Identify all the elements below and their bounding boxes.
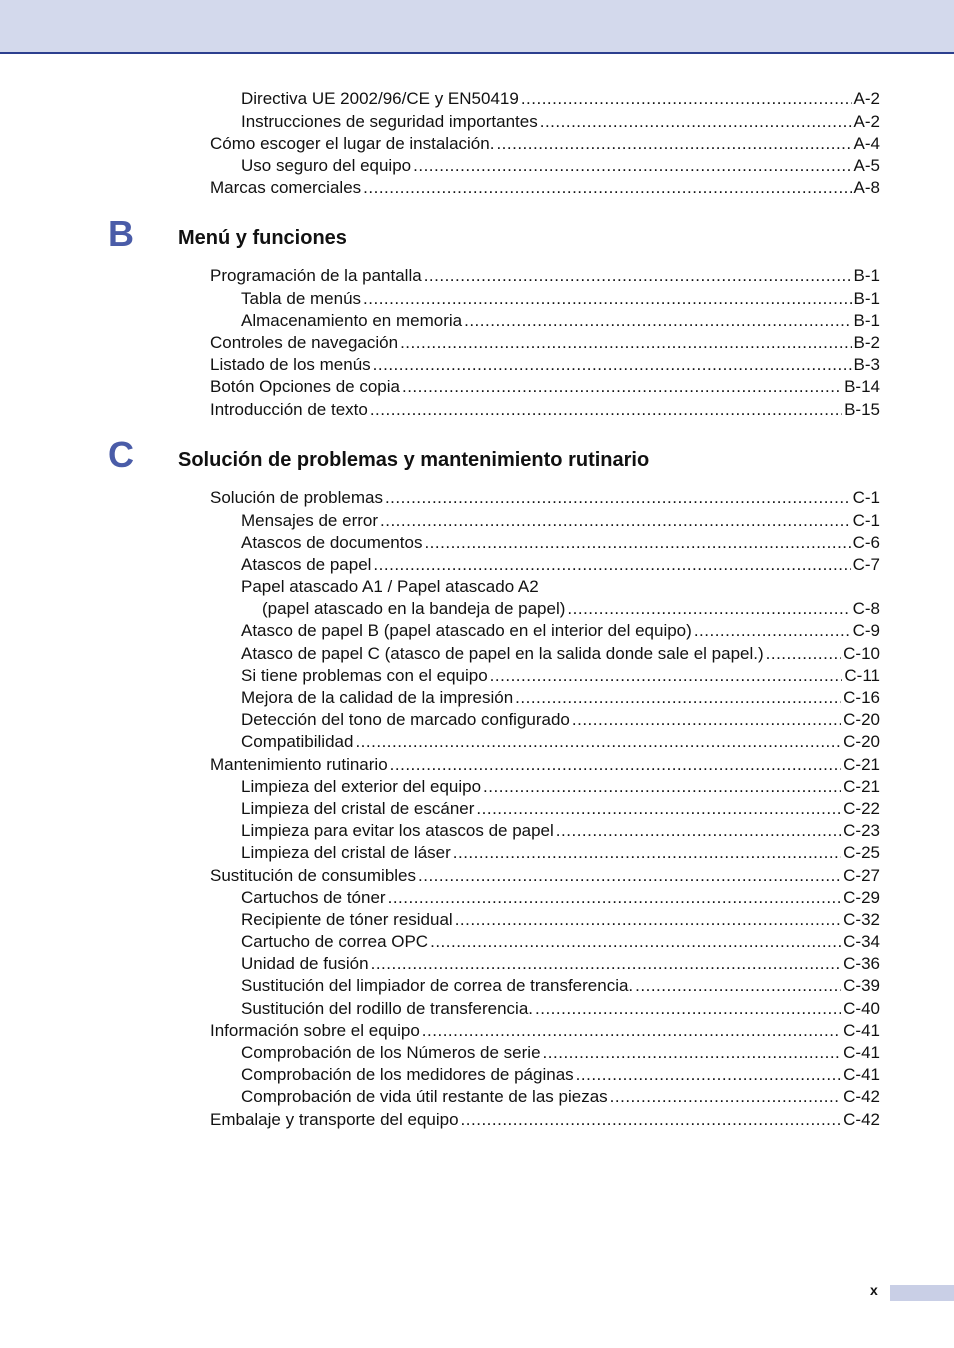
toc-entry-title: Recipiente de tóner residual — [241, 910, 453, 929]
toc-entry[interactable] — [241, 88, 880, 110]
toc-entry[interactable] — [210, 354, 880, 376]
leader-dots — [373, 554, 850, 576]
toc-entry-page: B-1 — [853, 311, 880, 330]
toc-entry-page: C-10 — [843, 644, 880, 663]
toc-entry[interactable] — [241, 288, 880, 310]
leader-dots — [380, 510, 851, 532]
toc-entry-page: A-4 — [853, 134, 880, 153]
toc-entry[interactable] — [241, 620, 880, 642]
toc-entry-title: Controles de navegación — [210, 333, 399, 352]
toc-entry-page: B-14 — [844, 377, 880, 396]
leader-dots — [576, 1064, 841, 1086]
toc-entry-title: Comprobación de los Números de serie — [241, 1043, 541, 1062]
toc-entry-title: Uso seguro del equipo — [241, 156, 412, 175]
toc-entry-page: C-21 — [843, 755, 880, 774]
leader-dots — [455, 909, 841, 931]
toc-entry[interactable] — [241, 975, 880, 997]
toc-entry-title: Limpieza del cristal de escáner — [241, 799, 475, 818]
toc-entry[interactable] — [210, 399, 880, 421]
toc-entry-title: Programación de la pantalla — [210, 266, 422, 285]
leader-dots — [610, 1086, 841, 1108]
toc-entry-title: Botón Opciones de copia — [210, 377, 400, 396]
toc-entry-page: C-16 — [843, 688, 880, 707]
toc-entry-title: Atascos de documentos — [241, 533, 423, 552]
header-band — [0, 0, 954, 54]
toc-entry-title: Cartuchos de tóner — [241, 888, 386, 907]
toc-entry-page: C-1 — [852, 488, 880, 507]
toc-entry-page: A-8 — [853, 178, 880, 197]
toc-entry[interactable] — [241, 1064, 880, 1086]
toc-entry[interactable] — [241, 643, 880, 665]
toc-entry-title: Atasco de papel B (papel atascado en el interior del equipo) — [241, 621, 692, 640]
leader-dots — [388, 887, 842, 909]
toc-entry[interactable] — [210, 177, 880, 199]
leader-dots — [635, 975, 841, 997]
toc-entry-title: Información sobre el equipo — [210, 1021, 420, 1040]
toc-entry-page: C-6 — [852, 533, 880, 552]
leader-dots — [430, 931, 841, 953]
toc-entry-title: Sustitución del rodillo de transferencia. — [241, 999, 533, 1018]
toc-entry-page: C-42 — [843, 1087, 880, 1106]
toc-entry-page: C-29 — [843, 888, 880, 907]
toc-entry[interactable] — [210, 376, 880, 398]
section-letter-c: C — [108, 434, 134, 475]
toc-entry-title: Compatibilidad — [241, 732, 354, 751]
toc-entry-title: Introducción de texto — [210, 400, 368, 419]
leader-dots — [567, 598, 850, 620]
leader-dots — [424, 265, 852, 287]
toc-entry-title: Si tiene problemas con el equipo — [241, 666, 488, 685]
leader-dots — [424, 532, 850, 554]
toc-entry-page: C-32 — [843, 910, 880, 929]
toc-entry-page: C-21 — [843, 777, 880, 796]
toc-entry[interactable] — [241, 842, 880, 864]
toc-entry[interactable] — [210, 1020, 880, 1042]
toc-entry-page: A-5 — [853, 156, 880, 175]
leader-dots — [371, 953, 842, 975]
leader-dots — [363, 288, 852, 310]
toc-entry-title: Cartucho de correa OPC — [241, 932, 429, 951]
toc-entry-page: C-7 — [852, 555, 880, 574]
toc-entry-page: C-41 — [843, 1021, 880, 1040]
toc-entry-page: C-20 — [843, 732, 880, 751]
toc-entry-title: Papel atascado A1 / Papel atascado A2 — [241, 577, 539, 596]
leader-dots — [390, 754, 841, 776]
toc-entry-title: Atasco de papel C (atasco de papel en la salida donde sale el papel.) — [241, 644, 764, 663]
toc-entry[interactable] — [241, 998, 880, 1020]
leader-dots — [515, 687, 841, 709]
toc-entry-page: C-40 — [843, 999, 880, 1018]
toc-entry-title: Mejora de la calidad de la impresión — [241, 688, 514, 707]
toc-entry[interactable] — [241, 111, 880, 133]
toc-entry-page: C-11 — [844, 666, 880, 685]
section-title-b: Menú y funciones — [178, 227, 347, 249]
page-number: x — [870, 1282, 878, 1298]
toc-entry-page: C-39 — [843, 976, 880, 995]
toc-entry-title: Directiva UE 2002/96/CE y EN50419 — [241, 89, 519, 108]
leader-dots — [355, 731, 841, 753]
leader-dots — [766, 643, 842, 665]
toc-entry-page: C-36 — [843, 954, 880, 973]
toc-entry[interactable] — [241, 909, 880, 931]
leader-dots — [385, 487, 851, 509]
toc-entry[interactable] — [241, 1086, 880, 1108]
toc-entry[interactable] — [210, 133, 880, 155]
toc-entry[interactable] — [241, 1042, 880, 1064]
leader-dots — [418, 865, 841, 887]
toc-entry[interactable] — [241, 554, 880, 576]
toc-entry-page: B-1 — [853, 289, 880, 308]
leader-dots — [556, 820, 841, 842]
leader-dots — [370, 399, 842, 421]
toc-entry[interactable] — [210, 487, 880, 509]
toc-entry[interactable] — [241, 931, 880, 953]
toc-entry-title: Atascos de papel — [241, 555, 372, 574]
leader-dots — [363, 177, 851, 199]
toc-entry[interactable] — [241, 731, 880, 753]
toc-entry[interactable] — [241, 953, 880, 975]
leader-dots — [413, 155, 851, 177]
toc-entry-page: C-27 — [843, 866, 880, 885]
leader-dots — [373, 354, 852, 376]
leader-dots — [402, 376, 842, 398]
toc-entry-title: Limpieza del cristal de láser — [241, 843, 451, 862]
toc-entry-title: (papel atascado en la bandeja de papel) — [262, 599, 566, 618]
toc-entry-page: C-41 — [843, 1043, 880, 1062]
toc-entry-page: C-9 — [852, 621, 880, 640]
toc-entry-title: Embalaje y transporte del equipo — [210, 1110, 459, 1129]
leader-dots — [476, 798, 841, 820]
footer-tab — [890, 1285, 954, 1301]
toc-entry[interactable] — [210, 865, 880, 887]
toc-entry[interactable] — [262, 598, 880, 620]
toc-entry-title: Tabla de menús — [241, 289, 362, 308]
toc-entry-page: C-8 — [852, 599, 880, 618]
toc-entry[interactable] — [241, 532, 880, 554]
toc-entry-title: Sustitución del limpiador de correa de transferencia. — [241, 976, 634, 995]
toc-entry[interactable] — [241, 576, 539, 598]
toc-entry-page: B-3 — [853, 355, 880, 374]
toc-entry[interactable] — [241, 510, 880, 532]
toc-entry[interactable] — [241, 665, 880, 687]
toc-entry-title: Limpieza del exterior del equipo — [241, 777, 482, 796]
toc-entry-title: Comprobación de los medidores de páginas — [241, 1065, 574, 1084]
leader-dots — [572, 709, 841, 731]
toc-entry-title: Cómo escoger el lugar de instalación. — [210, 134, 495, 153]
toc-entry[interactable] — [241, 709, 880, 731]
toc-entry-title: Mensajes de error — [241, 511, 379, 530]
leader-dots — [400, 332, 851, 354]
leader-dots — [483, 776, 841, 798]
toc-entry-title: Instrucciones de seguridad importantes — [241, 112, 538, 131]
toc-entry-page: C-20 — [843, 710, 880, 729]
toc-entry-title: Almacenamiento en memoria — [241, 311, 463, 330]
toc-entry-page: C-25 — [843, 843, 880, 862]
section-letter-b: B — [108, 213, 134, 254]
toc-entry-title: Detección del tono de marcado configurado — [241, 710, 570, 729]
toc-entry[interactable] — [210, 754, 880, 776]
toc-entry[interactable] — [241, 310, 880, 332]
leader-dots — [543, 1042, 842, 1064]
toc-entry-page: B-2 — [853, 333, 880, 352]
leader-dots — [453, 842, 841, 864]
toc-entry-page: B-15 — [844, 400, 880, 419]
toc-entry-title: Listado de los menús — [210, 355, 371, 374]
toc-entry[interactable] — [241, 155, 880, 177]
toc-entry-page: C-22 — [843, 799, 880, 818]
toc-entry[interactable] — [210, 265, 880, 287]
toc-entry[interactable] — [241, 798, 880, 820]
toc-entry-title: Mantenimiento rutinario — [210, 755, 388, 774]
toc-entry-page: C-42 — [843, 1110, 880, 1129]
toc-entry-title: Unidad de fusión — [241, 954, 369, 973]
toc-entry-title: Solución de problemas — [210, 488, 383, 507]
toc-entry-page: C-41 — [843, 1065, 880, 1084]
toc-entry-title: Sustitución de consumibles — [210, 866, 417, 885]
toc-entry-page: C-23 — [843, 821, 880, 840]
section-title-c: Solución de problemas y mantenimiento rutinario — [178, 449, 650, 471]
toc-entry[interactable] — [241, 887, 880, 909]
toc-entry[interactable] — [210, 1109, 880, 1131]
toc-entry-title: Comprobación de vida útil restante de las piezas — [241, 1087, 608, 1106]
leader-dots — [540, 111, 852, 133]
toc-entry-page: C-34 — [843, 932, 880, 951]
toc-entry[interactable] — [241, 776, 880, 798]
leader-dots — [694, 620, 851, 642]
toc-entry-title: Marcas comerciales — [210, 178, 362, 197]
toc-entry[interactable] — [210, 332, 880, 354]
leader-dots — [490, 665, 843, 687]
toc-entry[interactable] — [241, 820, 880, 842]
leader-dots — [535, 998, 841, 1020]
toc-entry-page: A-2 — [853, 89, 880, 108]
toc-entry[interactable] — [241, 687, 880, 709]
leader-dots — [521, 88, 852, 110]
leader-dots — [461, 1109, 842, 1131]
toc-entry-title: Limpieza para evitar los atascos de papel — [241, 821, 554, 840]
leader-dots — [464, 310, 851, 332]
leader-dots — [422, 1020, 841, 1042]
toc-entry-page: B-1 — [853, 266, 880, 285]
leader-dots — [496, 133, 851, 155]
toc-entry-page: A-2 — [853, 112, 880, 131]
toc-entry-page: C-1 — [852, 511, 880, 530]
